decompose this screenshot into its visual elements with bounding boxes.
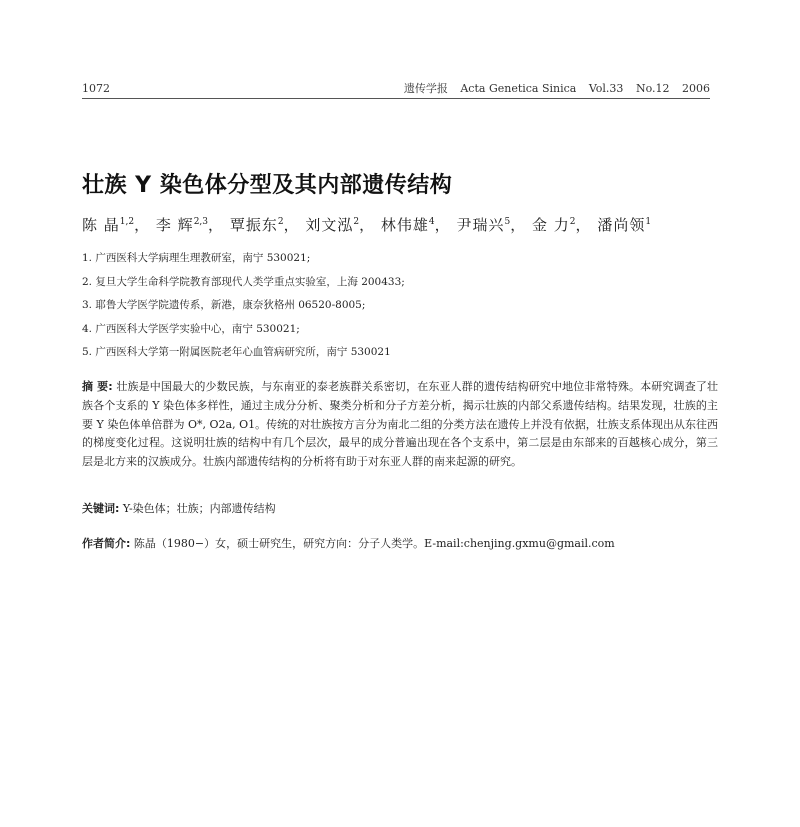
journal-issue: No.12: [635, 82, 670, 95]
affiliation-item: 1. 广西医科大学病理生理教研室，南宁 530021;: [82, 252, 311, 264]
affiliation-item: 5. 广西医科大学第一附属医院老年心血管病研究所，南宁 530021: [82, 346, 391, 358]
abstract: [82, 378, 718, 472]
author: 李 辉$^{2,3}$，: [155, 216, 225, 234]
journal-volume: Vol.33: [588, 82, 624, 95]
author-introduction: [82, 535, 615, 551]
paper-title: 壮族 Y 染色体分型及其内部遗传结构: [82, 173, 453, 198]
journal-year: 2006: [682, 82, 710, 95]
author: 金 力$^2$，: [532, 216, 592, 234]
affiliation-list: [82, 250, 405, 368]
abstract-label: 摘 要:: [82, 380, 113, 393]
keywords-text: Y-染色体；壮族；内部遗传结构: [119, 502, 276, 515]
affiliation-item: 3. 耶鲁大学医学院遗传系，新港，康奈狄格州 06520-8005;: [82, 299, 366, 311]
author: 陈 晶$^{1,2}$，: [82, 216, 151, 234]
author: 尹瑞兴$^5$，: [456, 216, 527, 234]
author-list: [82, 214, 651, 235]
journal-info: [395, 80, 710, 96]
abstract-text: 壮族是中国最大的少数民族，与东南亚的泰老族群关系密切，在东亚人群的遗传结构研究中地位非常特殊。本研究调查了壮族各个支系的 Y 染色体多样性，通过主成分分析、聚类分析和分子方差分析，揭示壮族的内部父系遗传结构。结果发现，壮族的主要 Y 染色体单倍群为 O*, O2a, O1。传统的对壮族按方言分为南北二组的分类方法在遗传上并没有依据，壮族支系体现出从东往西的梯度变化过程。这说明壮族的结构中有几个层次，最早的成分普遍出现在各个支系中，第二层是由东部来的百越核心成分，第三层是北方来的汉族成分。壮族内部遗传结构的分析将有助于对东亚人群的南来起源的研究。: [82, 380, 718, 469]
keywords-label: 关键词:: [82, 502, 120, 515]
author-intro-label: 作者简介:: [82, 537, 131, 550]
author-intro-text: 陈晶（1980−）女，硕士研究生，研究方向：分子人类学。E-mail:chenjing.gxmu@gmail.com: [130, 537, 615, 550]
author: 刘文泓$^2$，: [305, 216, 376, 234]
page-number: 1072: [82, 82, 110, 95]
journal-name-en: Acta Genetica Sinica: [460, 82, 577, 95]
journal-name-cn: 遗传学报: [403, 82, 448, 95]
keywords: [82, 500, 276, 516]
affiliation-item: 4. 广西医科大学医学实验中心，南宁 530021;: [82, 322, 300, 335]
author: 林伟雄$^4$，: [380, 216, 451, 234]
author: 潘尚领$^1$: [597, 216, 652, 234]
author: 覃振东$^2$，: [229, 216, 300, 234]
running-header: [82, 80, 710, 96]
affiliation-item: 2. 复旦大学生命科学院教育部现代人类学重点实验室，上海 200433;: [82, 275, 405, 288]
header-divider: [82, 98, 710, 99]
